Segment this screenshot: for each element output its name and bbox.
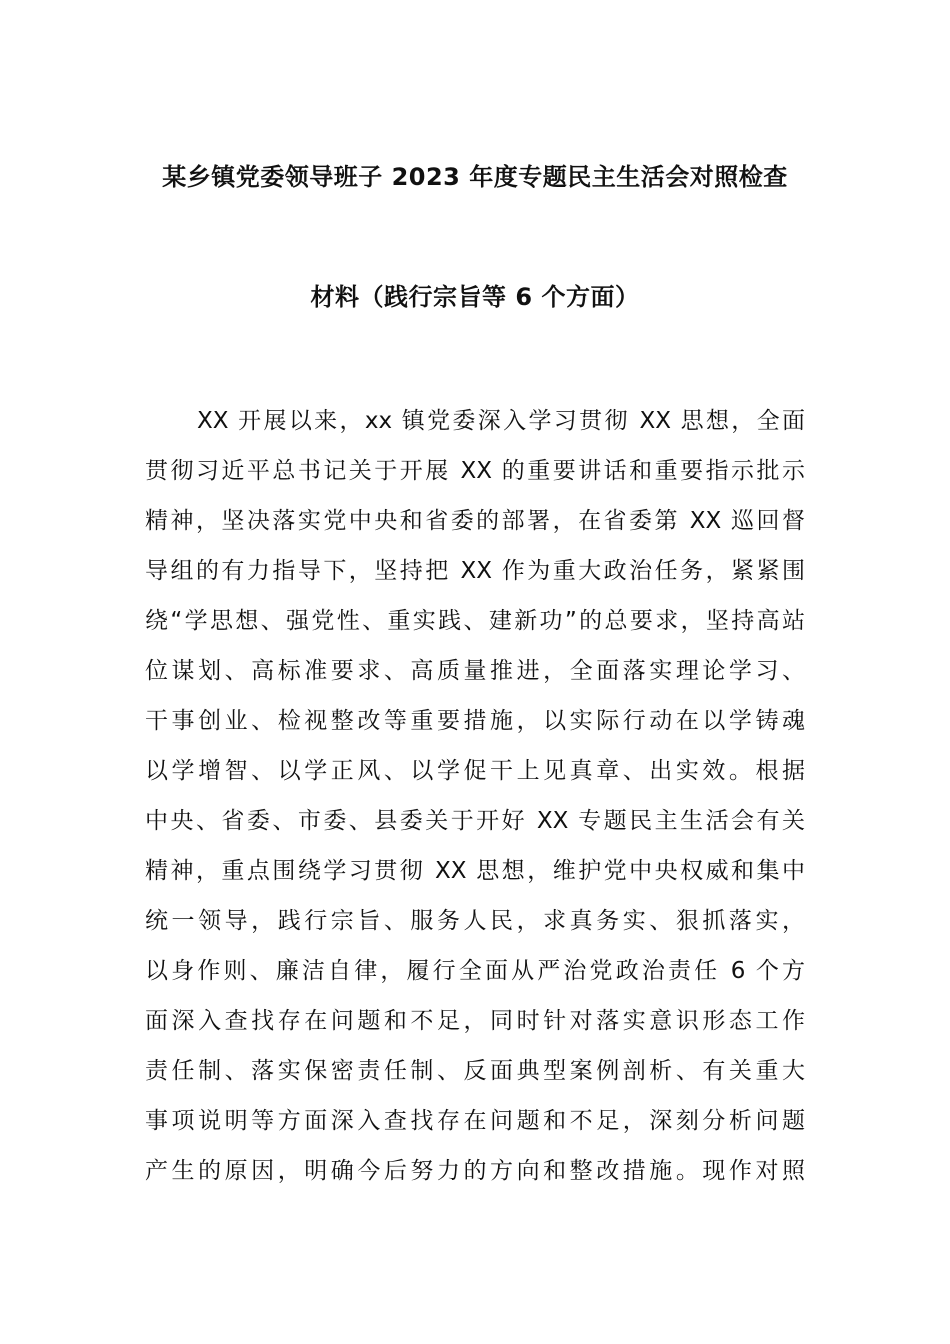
paragraph-line: 导组的有力指导下，坚持把 XX 作为重大政治任务，紧紧围 — [145, 558, 805, 584]
paragraph-line: 精神，坚决落实党中央和省委的部署，在省委第 XX 巡回督 — [145, 508, 805, 534]
document-title-line-2: 材料（践行宗旨等 6 个方面） — [310, 283, 640, 311]
paragraph-line: 干事创业、检视整改等重要措施，以实际行动在以学铸魂 — [145, 708, 805, 734]
paragraph-line: 以身作则、廉洁自律，履行全面从严治党政治责任 6 个方 — [145, 958, 805, 984]
paragraph-line: 位谋划、高标准要求、高质量推进，全面落实理论学习、 — [145, 658, 805, 684]
document-title-line-1: 某乡镇党委领导班子 2023 年度专题民主生活会对照检查 — [162, 163, 788, 191]
paragraph-line: XX 开展以来，xx 镇党委深入学习贯彻 XX 思想，全面 — [197, 408, 805, 434]
paragraph-line: 中央、省委、市委、县委关于开好 XX 专题民主生活会有关 — [145, 808, 805, 834]
paragraph-line: 贯彻习近平总书记关于开展 XX 的重要讲话和重要指示批示 — [145, 458, 805, 484]
paragraph-line: 产生的原因，明确今后努力的方向和整改措施。现作对照 — [145, 1158, 805, 1184]
paragraph-line: 统一领导，践行宗旨、服务人民，求真务实、狠抓落实， — [145, 908, 805, 934]
paragraph-line: 事项说明等方面深入查找存在问题和不足，深刻分析问题 — [145, 1108, 805, 1134]
paragraph-line: 绕“学思想、强党性、重实践、建新功”的总要求，坚持高站 — [145, 608, 805, 634]
paragraph-line: 面深入查找存在问题和不足，同时针对落实意识形态工作 — [145, 1008, 805, 1034]
paragraph-line: 责任制、落实保密责任制、反面典型案例剖析、有关重大 — [145, 1058, 805, 1084]
body-paragraph — [145, 403, 805, 1203]
paragraph-line: 以学增智、以学正风、以学促干上见真章、出实效。根据 — [145, 758, 805, 784]
paragraph-line: 精神，重点围绕学习贯彻 XX 思想，维护党中央权威和集中 — [145, 858, 805, 884]
